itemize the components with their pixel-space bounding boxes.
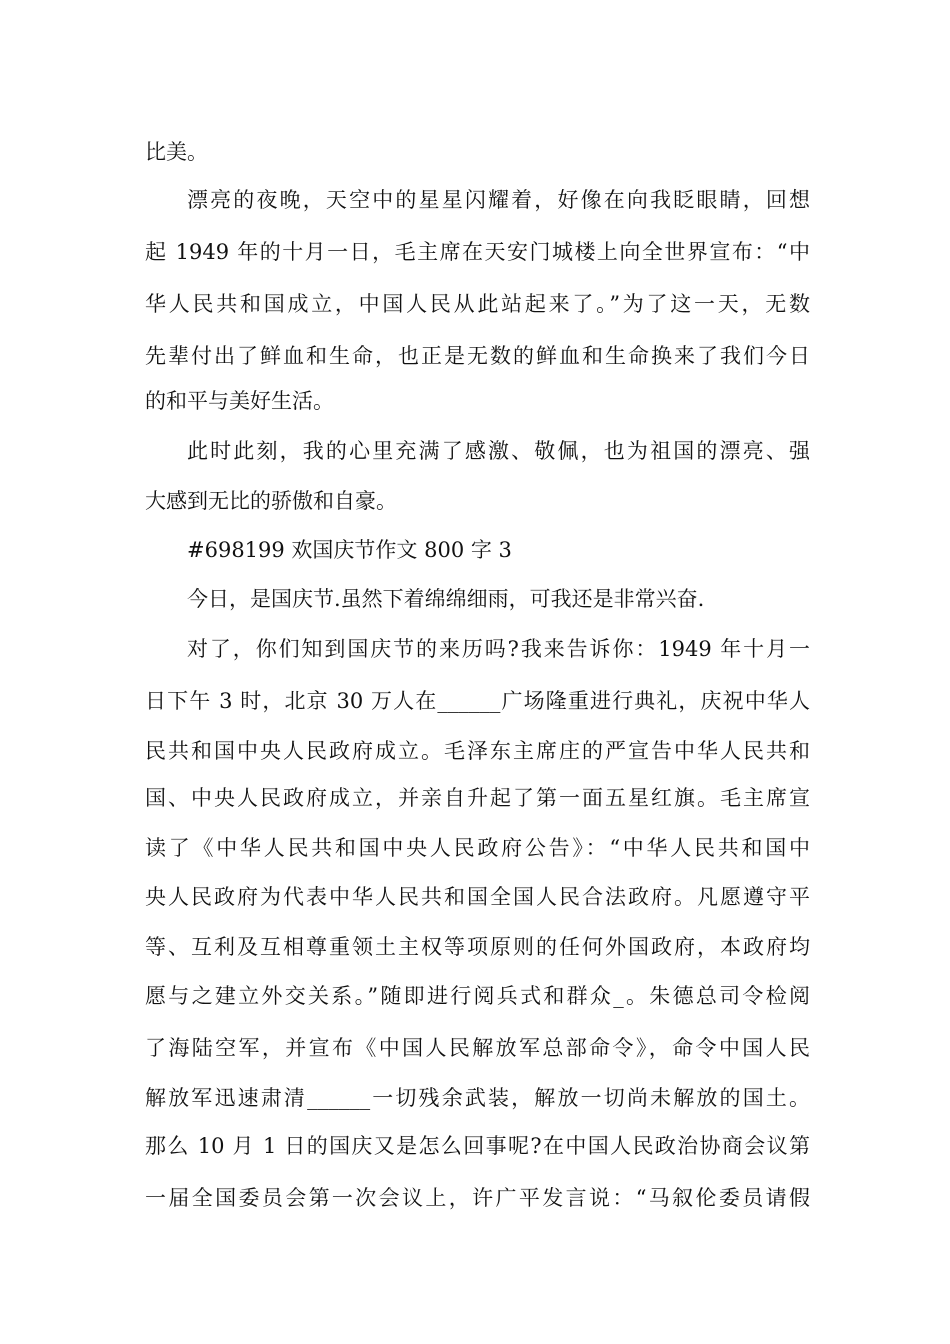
text-line: 国、中央人民政府成立，并亲自升起了第一面五星红旗。毛主席宣: [145, 786, 810, 810]
section-heading: #698199 欢国庆节作文 800 字 3: [187, 538, 512, 562]
text-line: 的和平与美好生活。: [145, 389, 334, 413]
text-line: 此时此刻，我的心里充满了感激、敬佩，也为祖国的漂亮、强: [187, 439, 810, 463]
text-line: 了海陆空军，并宣布《中国人民解放军总部命令》，命令中国人民: [145, 1036, 810, 1060]
text-line: 起 1949 年的十月一日，毛主席在天安门城楼上向全世界宣布：“中: [145, 240, 810, 264]
text-line: 央人民政府为代表中华人民共和国全国人民合法政府。凡愿遵守平: [145, 885, 810, 909]
text-line: 今日，是国庆节.虽然下着绵绵细雨，可我还是非常兴奋.: [187, 587, 705, 611]
text-line: 日下午 3 时，北京 30 万人在______广场隆重进行典礼，庆祝中华人: [145, 689, 810, 713]
text-line: 那么 10 月 1 日的国庆又是怎么回事呢?在中国人民政治协商会议第: [145, 1134, 810, 1158]
text-line: 读了《中华人民共和国中央人民政府公告》：“中华人民共和国中: [145, 836, 810, 860]
text-line: 漂亮的夜晚，天空中的星星闪耀着，好像在向我眨眼睛，回想: [187, 188, 810, 212]
text-line: 对了，你们知到国庆节的来历吗?我来告诉你：1949 年十月一: [187, 637, 810, 661]
text-line: 解放军迅速肃清______一切残余武装，解放一切尚未解放的国土。: [145, 1086, 810, 1110]
text-line: 华人民共和国成立，中国人民从此站起来了。”为了这一天，无数: [145, 292, 810, 316]
text-line: 一届全国委员会第一次会议上，许广平发言说：“马叙伦委员请假: [145, 1186, 810, 1210]
text-line: 等、互利及互相尊重领土主权等项原则的任何外国政府，本政府均: [145, 935, 810, 959]
text-line: 大感到无比的骄傲和自豪。: [145, 489, 397, 513]
text-line: 先辈付出了鲜血和生命，也正是无数的鲜血和生命换来了我们今日: [145, 344, 810, 368]
text-line: 民共和国中央人民政府成立。毛泽东主席庄的严宣告中华人民共和: [145, 739, 810, 763]
text-line: 比美。: [145, 140, 208, 164]
text-line: 愿与之建立外交关系。”随即进行阅兵式和群众_。朱德总司令检阅: [145, 984, 810, 1008]
